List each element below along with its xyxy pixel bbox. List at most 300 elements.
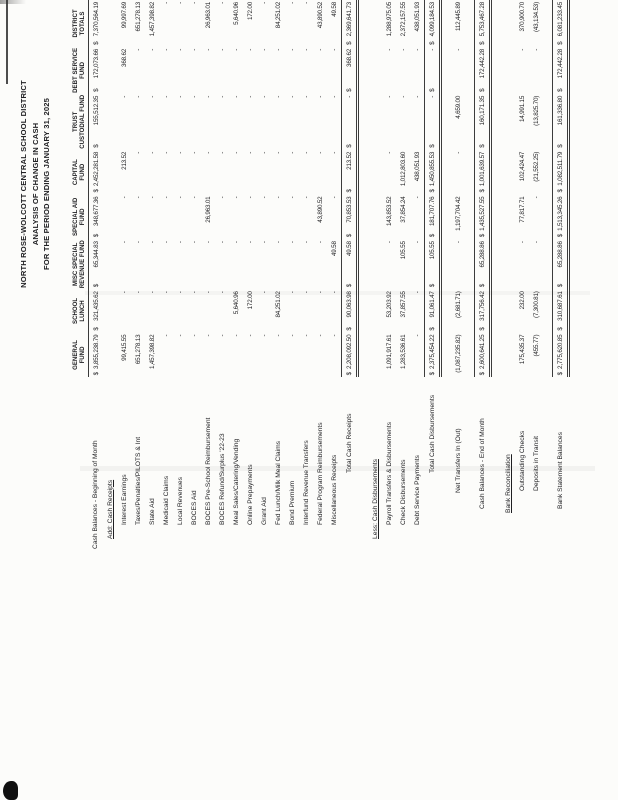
value-cell — [215, 0, 229, 47]
amount: 7,370,564.19 — [92, 2, 100, 37]
value-cell — [529, 239, 543, 289]
amount: 65,288.86 — [556, 241, 564, 268]
value-cell — [229, 0, 243, 47]
amount: - — [330, 291, 338, 294]
amount: - — [316, 291, 324, 294]
amount: - — [260, 196, 268, 199]
value-cell — [89, 94, 104, 150]
amount: 112,445.89 — [454, 2, 462, 32]
table-row — [382, 0, 396, 549]
table-row — [187, 0, 201, 549]
value-cell — [271, 333, 285, 378]
column-header: DEBT SERVICE FUND — [72, 47, 89, 94]
amount: - — [148, 291, 156, 294]
value-cell — [382, 0, 396, 47]
amount: - — [218, 241, 226, 244]
dollar-sign: $ — [556, 144, 564, 148]
value-cell — [396, 333, 410, 378]
value-cell — [382, 47, 396, 94]
value-cell — [173, 47, 187, 94]
value-cell — [396, 47, 410, 94]
value-cell — [201, 47, 215, 94]
amount: - — [218, 2, 226, 4]
value-cell — [425, 195, 441, 240]
value-cell — [475, 47, 491, 94]
value-cell — [299, 239, 313, 289]
value-cell — [131, 150, 145, 195]
amount: 321,435.62 — [92, 291, 100, 321]
value-cell — [103, 333, 117, 378]
amount: - — [232, 151, 240, 154]
amount: - — [316, 241, 324, 244]
value-cell — [425, 150, 441, 195]
value-cell — [410, 333, 425, 378]
dollar-sign: $ — [92, 372, 100, 376]
value-cell — [89, 47, 104, 94]
amount: - — [260, 241, 268, 244]
amount: 14,991.15 — [518, 95, 526, 123]
dollar-sign: $ — [478, 41, 486, 45]
value-cell — [313, 333, 327, 378]
amount: 2,372,157.55 — [399, 2, 407, 37]
value-cell — [215, 195, 229, 240]
amount: - — [134, 196, 142, 199]
value-cell — [131, 94, 145, 150]
amount: - — [232, 241, 240, 244]
amount: - — [246, 241, 254, 244]
amount: - — [302, 241, 310, 244]
value-cell — [89, 0, 104, 47]
value-cell — [257, 94, 271, 150]
amount: 1,457,398.82 — [148, 2, 156, 37]
amount: - — [260, 334, 268, 337]
value-cell — [313, 195, 327, 240]
value-cell — [285, 47, 299, 94]
amount: - — [204, 95, 212, 98]
row-label: Cash Balances - Beginning of Month — [92, 440, 100, 549]
district-name: NORTH ROSE-WOLCOTT CENTRAL SCHOOL DISTRICT — [19, 80, 28, 288]
value-cell — [410, 0, 425, 47]
amount: - — [190, 151, 198, 154]
row-label: Miscellaneous Receipts — [330, 454, 338, 525]
amount: 1,450,855.53 — [428, 151, 436, 187]
value-cell — [327, 47, 342, 94]
amount: 2,775,620.85 — [556, 334, 564, 369]
value-cell — [327, 333, 342, 378]
value-cell — [173, 239, 187, 289]
value-cell — [313, 94, 327, 150]
amount: - — [385, 241, 393, 244]
value-cell — [501, 239, 515, 289]
amount: 1,197,704.42 — [454, 196, 462, 231]
value-cell — [187, 0, 201, 47]
value-cell — [515, 0, 529, 47]
value-cell — [285, 333, 299, 378]
amount: 102,424.47 — [518, 151, 526, 182]
value-cell — [368, 333, 382, 378]
amount: 1,082,511.79 — [556, 151, 564, 186]
amount: - — [288, 151, 296, 154]
amount: - — [134, 241, 142, 244]
amount: - — [232, 334, 240, 337]
amount: - — [330, 95, 338, 98]
value-cell — [327, 239, 342, 289]
amount: 161,336.80 — [556, 95, 564, 126]
table-row — [396, 0, 410, 549]
value-cell — [342, 0, 358, 47]
amount: 651,278.13 — [134, 334, 142, 365]
table-row — [173, 0, 187, 549]
value-cell — [553, 94, 569, 150]
dollar-sign: $ — [345, 327, 353, 331]
amount: - — [428, 95, 436, 98]
table-row — [425, 0, 441, 549]
value-cell — [103, 195, 117, 240]
value-cell — [201, 289, 215, 332]
dollar-sign: $ — [556, 372, 564, 376]
amount: - — [218, 48, 226, 51]
dollar-sign: $ — [92, 233, 100, 238]
value-cell — [173, 94, 187, 150]
value-cell — [271, 47, 285, 94]
amount: - — [176, 334, 184, 337]
amount: 2,452,281.58 — [92, 151, 100, 187]
value-cell — [342, 195, 358, 240]
amount: - — [274, 95, 282, 98]
value-cell — [159, 239, 173, 289]
value-cell — [131, 239, 145, 289]
value-cell — [313, 150, 327, 195]
value-cell — [187, 47, 201, 94]
amount: - — [246, 48, 254, 51]
amount: 317,756.42 — [478, 291, 486, 321]
table-row — [529, 0, 543, 549]
amount: - — [518, 241, 526, 244]
amount: - — [302, 95, 310, 98]
amount: - — [232, 48, 240, 51]
amount: - — [330, 151, 338, 154]
amount: - — [162, 291, 170, 294]
amount: - — [162, 48, 170, 51]
value-cell — [229, 94, 243, 150]
value-cell — [285, 150, 299, 195]
dollar-sign: $ — [478, 144, 486, 148]
value-cell — [327, 0, 342, 47]
amount: - — [288, 334, 296, 337]
amount: - — [190, 2, 198, 4]
row-label: Total Cash Receipts — [346, 413, 353, 473]
amount: (7,300.81) — [532, 291, 540, 319]
amount: - — [260, 95, 268, 98]
dollar-sign: $ — [556, 233, 564, 238]
amount: 4,659.00 — [454, 95, 462, 119]
amount: - — [428, 48, 436, 51]
value-cell — [187, 150, 201, 195]
value-cell — [201, 195, 215, 240]
amount: - — [204, 241, 212, 244]
column-header: SPECIAL AID FUND — [72, 195, 89, 240]
value-cell — [271, 0, 285, 47]
amount: 105.55 — [428, 241, 436, 260]
amount: 438,051.93 — [413, 151, 421, 182]
value-cell — [173, 150, 187, 195]
value-cell — [515, 47, 529, 94]
table-row — [243, 0, 257, 549]
value-cell — [103, 47, 117, 94]
value-cell — [313, 47, 327, 94]
amount: 65,344.83 — [92, 241, 100, 268]
amount: 2,375,454.22 — [428, 334, 436, 369]
table-row — [159, 0, 173, 549]
value-cell — [382, 195, 396, 240]
amount: - — [148, 95, 156, 98]
amount: 43,890.52 — [316, 196, 324, 223]
value-cell — [410, 47, 425, 94]
value-cell — [425, 239, 441, 289]
amount: - — [454, 241, 462, 244]
value-cell — [410, 94, 425, 150]
amount: 99,415.55 — [120, 334, 128, 361]
dollar-sign: $ — [345, 41, 353, 45]
value-cell — [410, 150, 425, 195]
table-row — [215, 0, 229, 549]
row-label: Medicaid Claims — [162, 475, 170, 525]
value-cell — [243, 150, 257, 195]
value-cell — [410, 195, 425, 240]
value-cell — [382, 150, 396, 195]
value-cell — [187, 289, 201, 332]
amount: 438,051.93 — [413, 2, 421, 32]
value-cell — [173, 289, 187, 332]
spacer-cell — [465, 0, 475, 549]
value-cell — [299, 150, 313, 195]
value-cell — [117, 333, 131, 378]
amount: - — [232, 196, 240, 199]
row-label: Online Prepayments — [246, 464, 254, 525]
column-header: GENERAL FUND — [72, 333, 89, 378]
value-cell — [382, 333, 396, 378]
value-cell — [201, 239, 215, 289]
value-cell — [117, 289, 131, 332]
amount: 651,278.13 — [134, 2, 142, 32]
amount: 53,203.92 — [385, 291, 393, 318]
row-label: Fed Lunch/Milk Meal Claims — [274, 441, 282, 525]
table-row — [271, 0, 285, 549]
value-cell — [451, 150, 465, 195]
dollar-sign: $ — [92, 88, 100, 92]
value-cell — [145, 47, 159, 94]
value-cell — [243, 239, 257, 289]
value-cell — [425, 0, 441, 47]
value-cell — [501, 0, 515, 47]
amount: 155,512.35 — [92, 95, 100, 126]
amount: 368.62 — [345, 48, 353, 67]
dollar-sign: $ — [556, 88, 564, 92]
value-cell — [451, 333, 465, 378]
amount: - — [274, 196, 282, 199]
value-cell — [396, 289, 410, 332]
dollar-sign: $ — [556, 189, 564, 193]
row-label: Interfund Revenue Transfers — [302, 440, 310, 525]
value-cell — [89, 150, 104, 195]
amount: - — [260, 48, 268, 51]
value-cell — [117, 94, 131, 150]
value-cell — [396, 150, 410, 195]
value-cell — [451, 94, 465, 150]
row-label: Add: Cash Receipts — [106, 479, 114, 539]
amount: 2,600,641.25 — [478, 334, 486, 369]
value-cell — [187, 239, 201, 289]
value-cell — [515, 289, 529, 332]
spacer-row — [465, 0, 475, 549]
value-cell — [515, 239, 529, 289]
value-cell — [103, 150, 117, 195]
row-label: Local Revenues — [176, 477, 184, 525]
value-cell — [285, 0, 299, 47]
amount: 172.00 — [246, 2, 254, 21]
value-cell — [515, 94, 529, 150]
row-label: Bank Reconciliation — [504, 454, 512, 513]
dollar-sign: $ — [428, 189, 436, 193]
dollar-sign: $ — [92, 144, 100, 148]
amount: - — [288, 48, 296, 51]
amount: - — [302, 2, 310, 4]
dollar-sign: $ — [478, 233, 486, 238]
value-cell — [529, 150, 543, 195]
dollar-sign: $ — [478, 372, 486, 376]
amount: 175,435.37 — [518, 334, 526, 365]
value-cell — [271, 94, 285, 150]
amount: - — [454, 151, 462, 154]
value-cell — [342, 289, 358, 332]
amount: 3,855,238.79 — [92, 334, 100, 369]
dollar-sign: $ — [556, 41, 564, 45]
amount: - — [176, 241, 184, 244]
amount: - — [274, 48, 282, 51]
value-cell — [145, 0, 159, 47]
value-cell — [342, 150, 358, 195]
amount: - — [302, 334, 310, 337]
amount: 181,707.76 — [428, 196, 436, 227]
value-cell — [257, 239, 271, 289]
amount: - — [120, 291, 128, 294]
amount: - — [134, 291, 142, 294]
amount: 1,091,917.61 — [385, 334, 393, 369]
value-cell — [201, 333, 215, 378]
table-row — [117, 0, 131, 549]
amount: - — [345, 95, 353, 98]
report-period: FOR THE PERIOD ENDING JANUARY 31, 2025 — [42, 98, 51, 270]
dollar-sign: $ — [345, 233, 353, 238]
spacer-cell — [358, 0, 369, 549]
value-cell — [215, 289, 229, 332]
amount: - — [134, 48, 142, 51]
value-cell — [501, 47, 515, 94]
value-cell — [299, 333, 313, 378]
value-cell — [515, 150, 529, 195]
amount: 1,513,345.26 — [556, 196, 564, 231]
amount: - — [316, 48, 324, 51]
spacer-cell — [441, 0, 452, 549]
amount: - — [302, 291, 310, 294]
value-cell — [475, 150, 491, 195]
value-cell — [475, 289, 491, 332]
value-cell — [187, 94, 201, 150]
amount: - — [176, 151, 184, 154]
amount: 1,457,398.82 — [148, 334, 156, 369]
value-cell — [285, 289, 299, 332]
amount: 2,208,092.50 — [345, 334, 353, 369]
table-row — [131, 0, 145, 549]
dollar-sign: $ — [428, 41, 436, 45]
column-header: CAPITAL FUND — [72, 150, 89, 195]
amount: - — [190, 95, 198, 98]
spacer-row — [491, 0, 502, 549]
table-row — [285, 0, 299, 549]
value-cell — [368, 94, 382, 150]
value-cell — [257, 195, 271, 240]
value-cell — [131, 333, 145, 378]
value-cell — [529, 94, 543, 150]
value-cell — [327, 150, 342, 195]
value-cell — [173, 195, 187, 240]
value-cell — [299, 289, 313, 332]
header-corner — [72, 377, 89, 549]
amount: - — [385, 151, 393, 154]
column-header: TRUST CUSTODIAL FUND — [72, 94, 89, 150]
row-label: Interest Earnings — [120, 474, 128, 525]
value-cell — [215, 47, 229, 94]
amount: 37,857.55 — [399, 291, 407, 318]
amount: 172,442.28 — [556, 48, 564, 79]
value-cell — [229, 150, 243, 195]
amount: - — [302, 196, 310, 199]
table-row — [342, 0, 358, 549]
value-cell — [103, 289, 117, 332]
amount: - — [162, 151, 170, 154]
amount: - — [176, 2, 184, 4]
amount: - — [190, 241, 198, 244]
dollar-sign: $ — [92, 327, 100, 331]
value-cell — [501, 94, 515, 150]
amount: - — [190, 48, 198, 51]
amount: 70,853.53 — [345, 196, 353, 223]
amount: - — [260, 291, 268, 294]
amount: - — [218, 151, 226, 154]
value-cell — [327, 195, 342, 240]
amount: - — [218, 334, 226, 337]
spacer-cell — [491, 0, 502, 549]
value-cell — [159, 0, 173, 47]
value-cell — [553, 47, 569, 94]
column-header: DISTRICT TOTALS — [72, 0, 89, 47]
value-cell — [396, 94, 410, 150]
amount: - — [288, 2, 296, 4]
amount: - — [532, 241, 540, 244]
value-cell — [501, 195, 515, 240]
amount: - — [120, 241, 128, 244]
value-cell — [159, 94, 173, 150]
value-cell — [299, 47, 313, 94]
amount: - — [190, 291, 198, 294]
row-label: Net Transfers In (Out) — [454, 428, 462, 493]
table-row — [299, 0, 313, 549]
amount: 232.00 — [518, 291, 526, 310]
value-cell — [529, 333, 543, 378]
value-cell — [271, 150, 285, 195]
amount: 172,073.66 — [92, 48, 100, 79]
amount: - — [274, 334, 282, 337]
